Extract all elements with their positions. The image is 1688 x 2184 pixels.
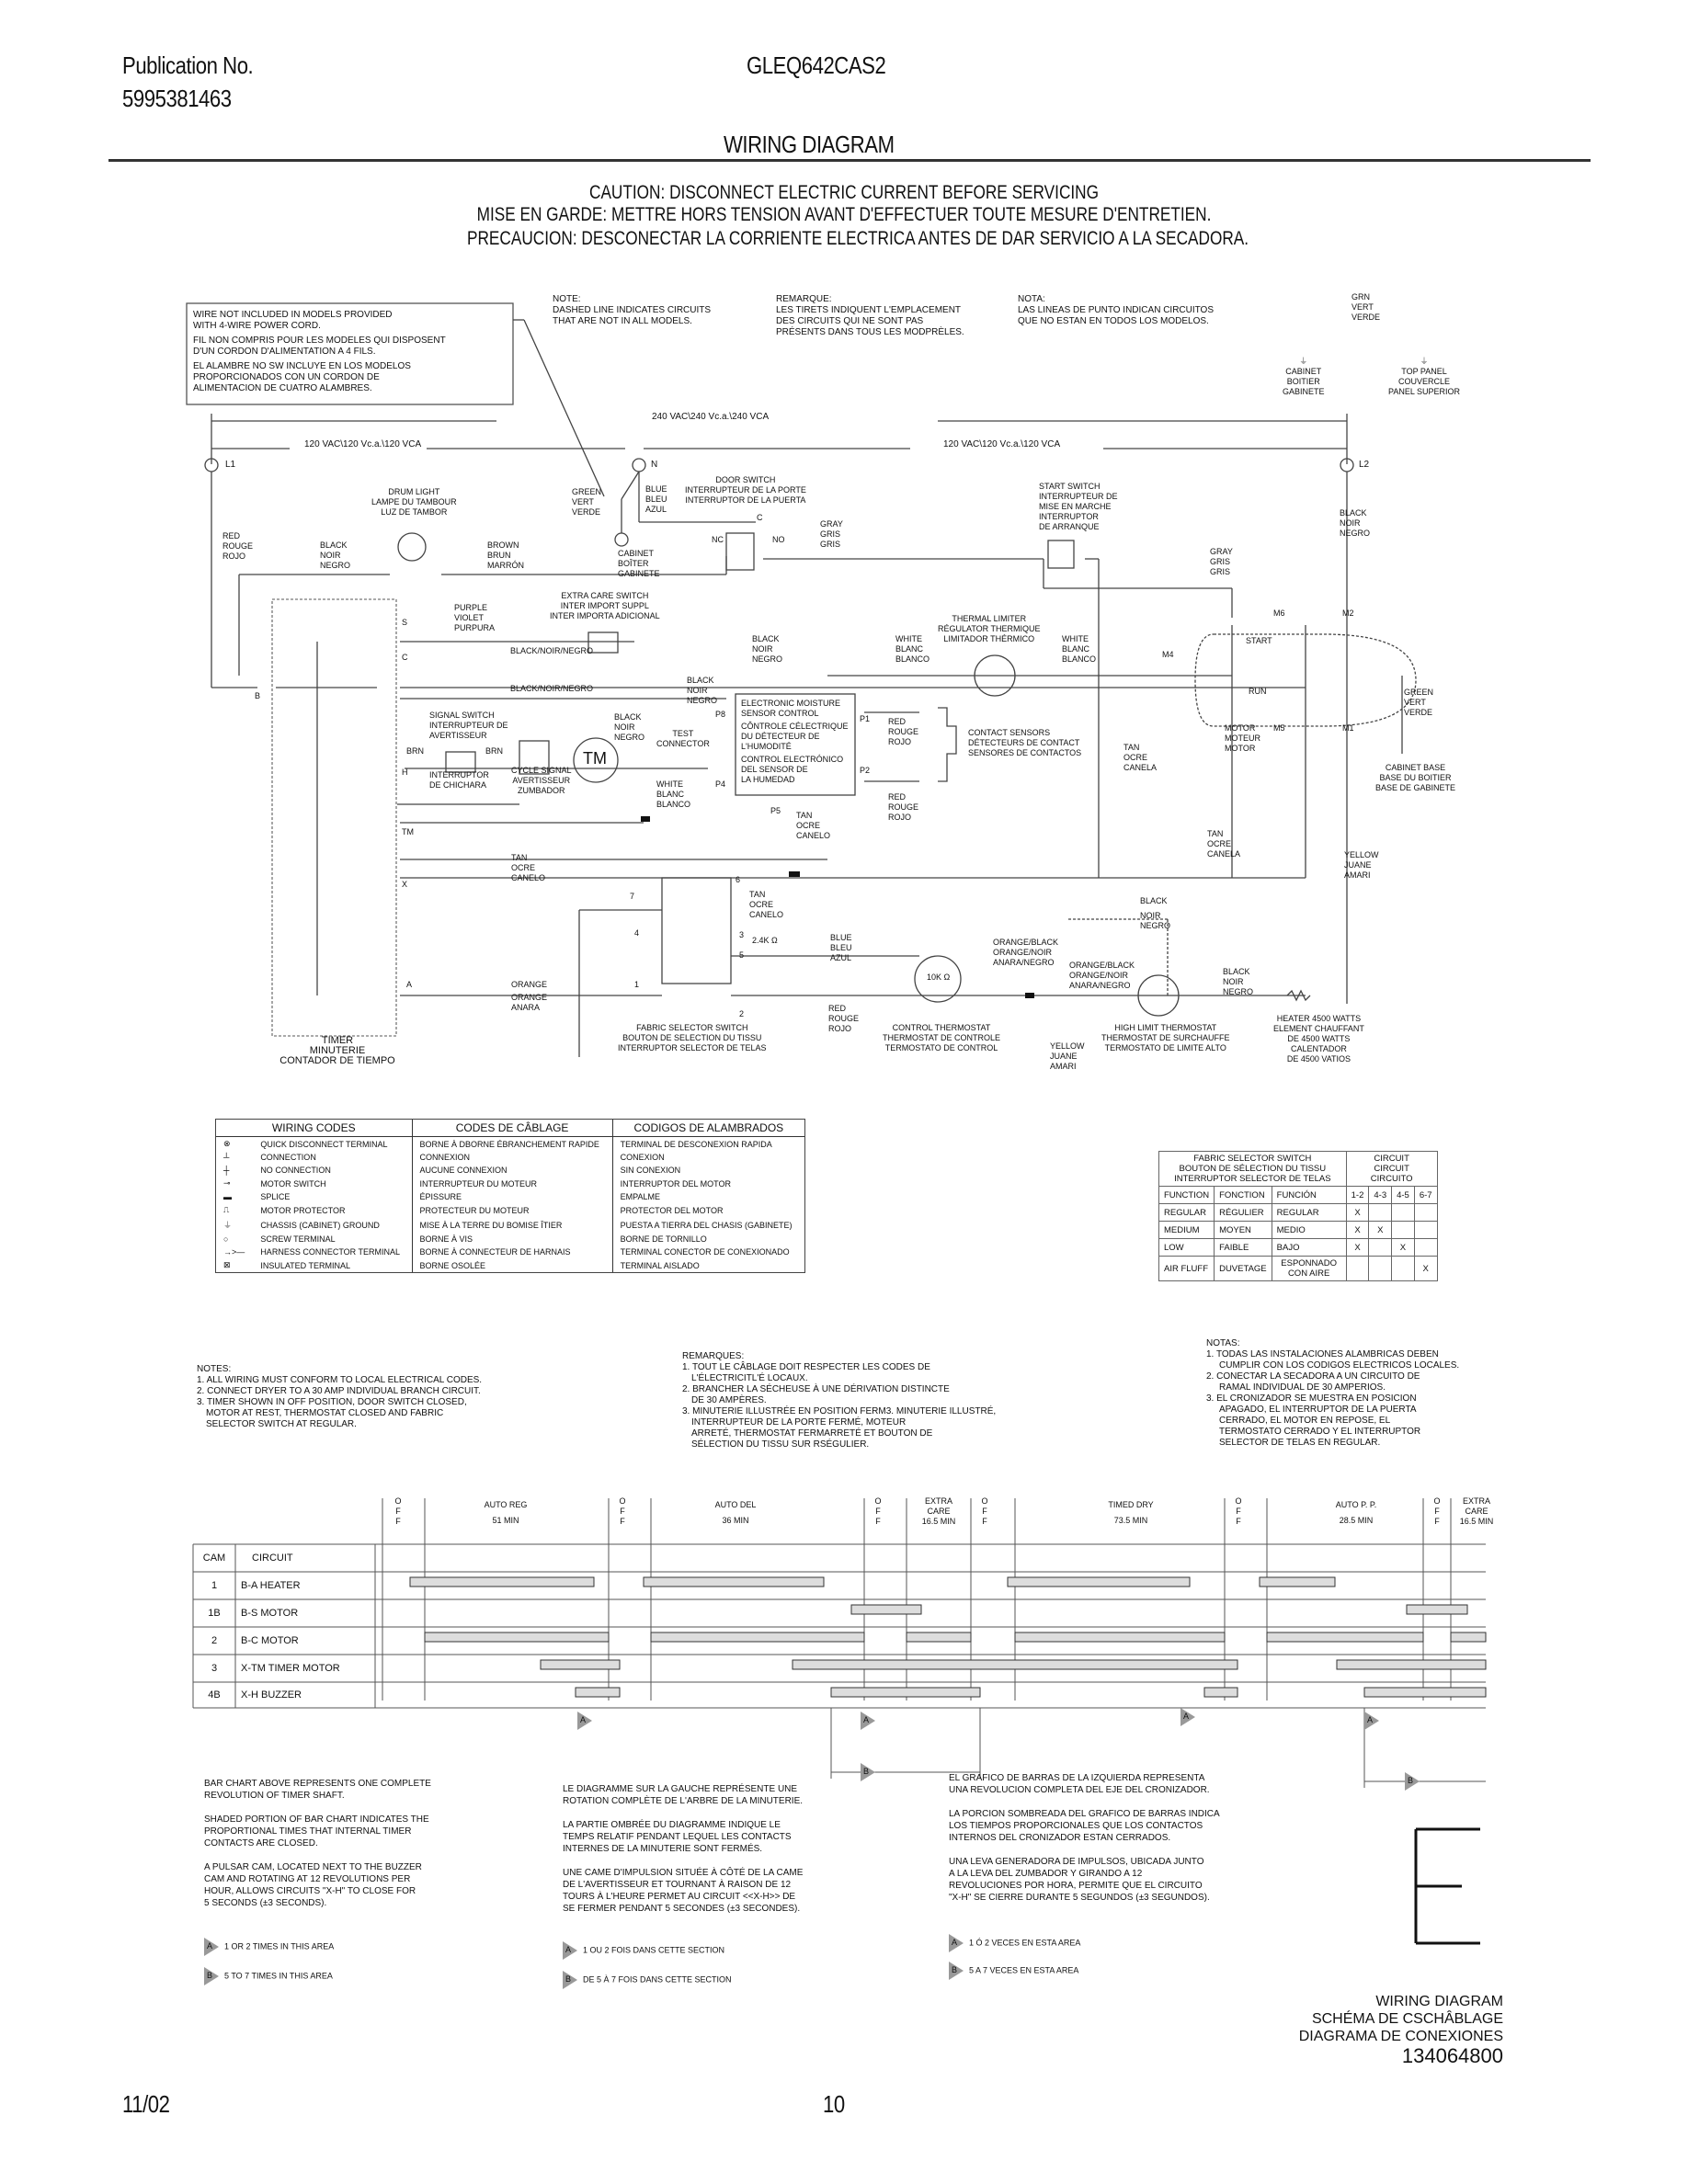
- wiring-code-row: ⏚ CHASSIS (CABINET) GROUND MISE À LA TERRE DU BOMISE ÎTIER PUESTA A TIERRA DEL CHASIS (GABINETE): [216, 1217, 804, 1233]
- high-limit-thermostat-label: HIGH LIMIT THERMOSTAT THERMOSTAT DE SURCHAUFFE TERMOSTATO DE LIMITE ALTO: [1101, 1023, 1230, 1052]
- timer-motor-label: TM: [583, 749, 607, 768]
- terminal-m5: M5: [1273, 723, 1285, 733]
- marker-a-icon: A: [563, 1941, 577, 1960]
- cabinet-gnd-label: CABINET BOÎTER GABINETE: [618, 549, 660, 578]
- terminal-p4: P4: [715, 779, 726, 789]
- marker-a-icon: A: [204, 1938, 219, 1956]
- wiring-code-row: ⊠ INSULATED TERMINAL BORNE OSOLÉE TERMINAL AISLADO: [216, 1258, 804, 1272]
- notes-en: NOTES: 1. ALL WIRING MUST CONFORM TO LOCAL ELECTRICAL CODES. 2. CONNECT DRYER TO A 30 AMP INDIVIDUAL BRANCH CIRCUIT. 3. TIMER SHOWN IN OFF POSITION, DOOR SWITCH CLOSED, MOTOR AT REST, THERMOSTAT CLOSED AND FABRIC SELECTOR SWITCH AT REGULAR.: [197, 1364, 483, 1429]
- legend-a-fr: A 1 OU 2 FOIS DANS CETTE SECTION: [563, 1941, 724, 1960]
- terminal-p8: P8: [715, 710, 726, 719]
- insulated-terminal-icon: ⊠: [223, 1260, 231, 1269]
- marker-a-icon: A: [577, 1712, 598, 1730]
- wire-brn-1: BRN: [406, 746, 425, 756]
- fs-terminal-1: 1: [634, 980, 640, 989]
- fabric-row: REGULAR RÉGULIER REGULAR X: [1159, 1204, 1438, 1222]
- caution-en: CAUTION: DISCONNECT ELECTRIC CURRENT BEFORE SERVICING: [589, 182, 1099, 203]
- legend-a-en: A 1 OR 2 TIMES IN THIS AREA: [204, 1938, 334, 1956]
- no-connection-icon: ┼: [223, 1166, 230, 1175]
- voltage-240: 240 VAC\240 Vc.a.\240 VCA: [646, 412, 774, 423]
- wire-gray-door: GRAY GRIS GRIS: [820, 519, 843, 549]
- fs-terminal-7: 7: [630, 892, 635, 901]
- segment-extra-care: EXTRA CARE 16.5 MIN: [921, 1496, 956, 1526]
- ground-icon: ⏚: [1420, 357, 1429, 366]
- wire-green-motor: GREEN VERT VERDE: [1404, 688, 1434, 717]
- publication-label: Publication No.: [122, 51, 254, 79]
- wire-tan-fs6: TAN OCRE CANELO: [749, 890, 784, 919]
- wire-black-heater: BLACK NOIR NEGRO: [1223, 967, 1254, 996]
- marker-b-icon: B: [1405, 1772, 1425, 1791]
- fs-terminal-4: 4: [634, 928, 640, 938]
- footer-title-block: WIRING DIAGRAM SCHÉMA DE CSCHÂBLAGE DIAGRAMA DE CONEXIONES 134064800: [1269, 1993, 1503, 2067]
- dashed-note-fr: REMARQUE: LES TIRETS INDIQUENT L'EMPLACEMENT DES CIRCUITS QUI NE SONT PAS PRÉSENTS DANS TOUS LES MODPRÈLES.: [776, 294, 964, 337]
- fs-terminal-6: 6: [736, 875, 741, 884]
- explanation-fr: LE DIAGRAMME SUR LA GAUCHE REPRÉSENTE UNE ROTATION COMPLÈTE DE L'ARBRE DE LA MINUTERIE. LA PARTIE OMBRÉE DU DIAGRAMME INDIQUE LE TEMPS RELATIF PENDANT LEQUEL LES CONTACTS INTERNES DE LA MINUTERIE SONT FERMÉS. UNE CAME D'IMPULSION SITUÉE À CÔTÉ DE LA CAME DE L'AVERTISSEUR ET TOURNANT À RAISON DE 12 TOURS À L'HEURE PERMET AU CIRCUIT <<X-H>> DE SE FERMER PENDANT 5 SECONDES (±3 SECONDES).: [563, 1784, 804, 1914]
- resistor-10k: 10K Ω: [927, 973, 951, 982]
- footer-date: 11/02: [122, 2090, 170, 2118]
- fs-terminal-3: 3: [739, 930, 745, 939]
- ground-ref-cabinet: ⏚ CABINET BOITIER GABINETE: [1283, 357, 1325, 396]
- timer-segments-header: [377, 1496, 1494, 1533]
- explanation-es: EL GRAFICO DE BARRAS DE LA IZQUIERDA REPRESENTA UNA REVOLUCION COMPLETA DEL EJE DEL CRONIZADOR. LA PORCION SOMBREADA DEL GRAFICO DE BARRAS INDICA LOS TIEMPOS PROPORCIONALES QUE LOS CONTACTOS INTERNOS DEL CRONIZADOR ESTAN CERRADOS. UNA LEVA GENERADORA DE IMPULSOS, UBICADA JUNTO A LA LEVA DEL ZUMBADOR Y GIRANDO A 12 REVOLUCIONES POR HORA, PERMITE QUE EL CIRCUITO "X-H" SE CIERRE DURANTE 5 SEGUNDOS (±3 SEGUNDOS).: [949, 1773, 1220, 1903]
- drum-light-label: DRUM LIGHT LAMPE DU TAMBOUR LUZ DE TAMBOR: [371, 487, 457, 517]
- wire-purple: PURPLE VIOLET PURPURA: [454, 603, 496, 632]
- wire-orange-black-1: ORANGE/BLACK ORANGE/NOIR ANARA/NEGRO: [993, 938, 1059, 967]
- part-number: 134064800: [1401, 2044, 1503, 2067]
- segment-auto-reg: AUTO REG 51 MIN: [484, 1500, 528, 1525]
- voltage-120-right: 120 VAC\120 Vc.a.\120 VCA: [938, 439, 1066, 450]
- terminal-p1: P1: [860, 714, 871, 723]
- heater-label: HEATER 4500 WATTS ELEMENT CHAUFFANT DE 4500 WATTS CALENTADOR DE 4500 VATIOS: [1273, 1014, 1364, 1064]
- wiring-code-row: →>— HARNESS CONNECTOR TERMINAL BORNE À CONNECTEUR DE HARNAIS TERMINAL CONECTOR DE CONEXIONADO: [216, 1246, 804, 1258]
- chassis-ground-icon: ⏚: [223, 1221, 233, 1230]
- ground-ref-wire: GRN VERT VERDE: [1352, 292, 1381, 322]
- wiring-code-row: ⎍ MOTOR PROTECTOR PROTECTEUR DU MOTEUR PROTECTOR DEL MOTOR: [216, 1203, 804, 1217]
- marker-a-icon: A: [949, 1934, 964, 1952]
- cam-row: 1 B-A HEATER: [211, 1580, 301, 1591]
- cam-row: 1B B-S MOTOR: [208, 1608, 299, 1619]
- wire-white-test: WHITE BLANC BLANCO: [656, 779, 691, 809]
- wire-orange-a: ORANGE ORANGE ANARA: [511, 980, 548, 1012]
- wiring-code-row: ┼ NO CONNECTION AUCUNE CONNEXION SIN CONEXION: [216, 1164, 804, 1177]
- control-thermostat-label: CONTROL THERMOSTAT THERMOSTAT DE CONTROLE TERMOSTATO DE CONTROL: [883, 1023, 1001, 1052]
- wire-white-tl-left: WHITE BLANC BLANCO: [895, 634, 930, 664]
- dashed-note-es: NOTA: LAS LINEAS DE PUNTO INDICAN CIRCUITOS QUE NO ESTAN EN TODOS LOS MODELOS.: [1018, 294, 1215, 326]
- wiring-code-row: ┴ CONNECTION CONNEXION CONEXION: [216, 1151, 804, 1164]
- caution-fr: MISE EN GARDE: METTRE HORS TENSION AVANT D'EFFECTUER TOUTE MESURE D'ENTRETIEN.: [476, 204, 1212, 225]
- terminal-l1: L1: [225, 460, 236, 470]
- legend-b-fr: B DE 5 À 7 FOIS DANS CETTE SECTION: [563, 1971, 732, 1989]
- wire-black-moisture: BLACK NOIR NEGRO: [752, 634, 783, 664]
- quick-disconnect-icon: ⊗: [223, 1139, 231, 1148]
- explanation-en: BAR CHART ABOVE REPRESENTS ONE COMPLETE REVOLUTION OF TIMER SHAFT. SHADED PORTION OF BAR CHART INDICATES THE PROPORTIONAL TIMES THAT INTERNAL TIMER CONTACTS ARE CLOSED. A PULSAR CAM, LOCATED NEXT TO THE BUZZER CAM AND ROTATING AT 12 REVOLUTIONS PER HOUR, ALLOWS CIRCUITS "X-H" TO CLOSE FOR 5 SECONDS (±3 SECONDS).: [204, 1779, 431, 1908]
- wire-yellow-l2: YELLOW JUANE AMARI: [1344, 850, 1379, 880]
- terminal-m6: M6: [1273, 609, 1285, 618]
- wiring-codes-header-en: WIRING CODES: [216, 1120, 412, 1137]
- wire-note-box: WIRE NOT INCLUDED IN MODELS PROVIDED WITH 4-WIRE POWER CORD. FIL NON COMPRIS POUR LES MODELES QUI DISPOSENT D'UN CORDON D'ALIMENTATION A 4 FILS. EL ALAMBRE NO SW INCLUYE EN LOS MODELOS PROPORCIONADOS CON UN CORDON DE ALIMENTACION DE CUATRO ALAMBRES.: [193, 310, 446, 393]
- voltage-120-left: 120 VAC\120 Vc.a.\120 VCA: [299, 439, 427, 450]
- marker-b-icon: B: [204, 1967, 219, 1985]
- ground-icon: ⏚: [1299, 357, 1308, 366]
- door-switch-no: NO: [772, 535, 785, 544]
- motor-switch-icon: ⊸: [223, 1178, 231, 1188]
- marker-b-icon: B: [949, 1962, 964, 1980]
- cabinet-base-label: CABINET BASE BASE DU BOITIER BASE DE GABINETE: [1375, 763, 1456, 792]
- terminal-a: A: [406, 980, 413, 989]
- wire-blue-n: BLUE BLEU AZUL: [645, 484, 667, 514]
- terminal-tm: TM: [402, 827, 414, 836]
- screw-terminal-icon: ○: [223, 1234, 229, 1244]
- segment-off: O F F: [1235, 1496, 1242, 1526]
- marker-a-icon: A: [1180, 1708, 1201, 1726]
- terminal-x: X: [402, 880, 408, 889]
- segment-off: O F F: [981, 1496, 988, 1526]
- fabric-row: LOW FAIBLE BAJO X X: [1159, 1239, 1438, 1257]
- caution-es: PRECAUCION: DESCONECTAR LA CORRIENTE ELECTRICA ANTES DE DAR SERVICIO A LA SECADORA.: [467, 228, 1249, 249]
- wire-blue-ct: BLUE BLEU AZUL: [830, 933, 852, 962]
- harness-connector-icon: →>—: [223, 1247, 245, 1257]
- segment-extra-care-2: EXTRA CARE 16.5 MIN: [1459, 1496, 1494, 1526]
- fabric-selector-table: FABRIC SELECTOR SWITCH BOUTON DE SÉLECTION DU TISSU INTERRUPTOR SELECTOR DE TELAS CIRCUIT CIRCUIT CIRCUITO FUNCTION FONCTION FUNCIÓN 1-2 4-3 4-5 6-7 REGULAR RÉGULIER REGULAR X MEDIUM MOYEN MEDIO X X LOW FAIBLE BAJO X X AIR FLUFF DUVETAGE ESPONNADO CON AIRE X: [1158, 1151, 1438, 1281]
- motor-run-label: RUN: [1249, 687, 1267, 696]
- door-switch-nc: NC: [712, 535, 724, 544]
- terminal-m2: M2: [1342, 609, 1354, 618]
- terminal-s: S: [402, 618, 408, 627]
- circuit-title: CIRCUIT CIRCUIT CIRCUITO: [1346, 1152, 1437, 1187]
- connection-icon: ┴: [223, 1153, 230, 1162]
- wire-black-tm: BLACK NOIR NEGRO: [614, 712, 645, 742]
- fs-terminal-2: 2: [739, 1009, 745, 1018]
- wire-black-l2: BLACK NOIR NEGRO: [1340, 508, 1371, 538]
- legend-a-es: A 1 Ó 2 VECES EN ESTA AREA: [949, 1934, 1080, 1952]
- wire-black-combo-1: BLACK/NOIR/NEGRO: [510, 646, 594, 655]
- dashed-note-en: NOTE: DASHED LINE INDICATES CIRCUITS THAT ARE NOT IN ALL MODELS.: [553, 294, 712, 326]
- segment-timed-dry: TIMED DRY 73.5 MIN: [1108, 1500, 1154, 1525]
- wiring-code-row: ▬ SPLICE ÉPISSURE EMPALME: [216, 1190, 804, 1203]
- segment-off: O F F: [1433, 1496, 1441, 1526]
- wire-black-dashed: BLACK NOIR NEGRO: [1140, 896, 1171, 930]
- segment-auto-pp: AUTO P. P. 28.5 MIN: [1335, 1500, 1377, 1525]
- wire-tan-x: TAN OCRE CANELO: [511, 853, 546, 882]
- page-title: WIRING DIAGRAM: [724, 131, 895, 158]
- door-switch-label: DOOR SWITCH INTERRUPTEUR DE LA PORTE INTERRUPTOR DE LA PUERTA: [685, 475, 806, 505]
- wire-black-drum: BLACK NOIR NEGRO: [320, 540, 351, 570]
- cam-row: 2 B-C MOTOR: [211, 1635, 299, 1646]
- fabric-row: MEDIUM MOYEN MEDIO X X: [1159, 1222, 1438, 1239]
- legend-b-en: B 5 TO 7 TIMES IN THIS AREA: [204, 1967, 333, 1985]
- wiring-codes-header-fr: CODES DE CÂBLAGE: [412, 1120, 612, 1137]
- start-switch-label: START SWITCH INTERRUPTEUR DE MISE EN MARCHE INTERRUPTOR DE ARRANQUE: [1039, 482, 1118, 531]
- ground-ref-top-panel: ⏚ TOP PANEL COUVERCLE PANEL SUPERIOR: [1388, 357, 1461, 396]
- terminal-p5: P5: [770, 806, 781, 815]
- page-number: 10: [823, 2090, 845, 2118]
- wire-black-combo-2: BLACK/NOIR/NEGRO: [510, 684, 594, 693]
- wire-brn-2: BRN: [485, 746, 504, 756]
- terminal-m4: M4: [1162, 650, 1174, 659]
- wiring-code-row: ⊗ QUICK DISCONNECT TERMINAL BORNE À DBORNE ÉBRANCHEMENT RAPIDE TERMINAL DE DESCONEXION RAPIDA: [216, 1137, 804, 1152]
- segment-off: O F F: [874, 1496, 882, 1526]
- marker-a-icon: A: [1364, 1712, 1385, 1730]
- terminal-p2: P2: [860, 766, 871, 775]
- motor-start-label: START: [1246, 636, 1272, 645]
- wire-red-p2: RED ROUGE ROJO: [888, 792, 919, 822]
- wire-brown-drum: BROWN BRUN MARRÓN: [487, 540, 524, 570]
- marker-a-icon: A: [861, 1712, 881, 1730]
- fabric-table-title: FABRIC SELECTOR SWITCH BOUTON DE SÉLECTION DU TISSU INTERRUPTOR SELECTOR DE TELAS: [1159, 1152, 1347, 1187]
- legend-b-es: B 5 A 7 VECES EN ESTA AREA: [949, 1962, 1078, 1980]
- fabric-row: AIR FLUFF DUVETAGE ESPONNADO CON AIRE X: [1159, 1257, 1438, 1281]
- motor-label: MOTOR MOTEUR MOTOR: [1225, 723, 1260, 753]
- wire-orange-black-2: ORANGE/BLACK ORANGE/NOIR ANARA/NEGRO: [1069, 961, 1135, 990]
- terminal-h: H: [402, 768, 408, 777]
- signal-switch-label: SIGNAL SWITCH INTERRUPTEUR DE AVERTISSEUR: [429, 711, 508, 740]
- thermal-limiter-label: THERMAL LIMITER RÉGULATOR THERMIQUE LIMITADOR THÉRMICO: [938, 614, 1041, 643]
- wire-gray-start: GRAY GRIS GRIS: [1210, 547, 1233, 576]
- terminal-n: N: [651, 460, 658, 470]
- wire-red-p1: RED ROUGE ROJO: [888, 717, 919, 746]
- fs-terminal-5: 5: [739, 950, 745, 960]
- test-connector-label: TEST CONNECTOR: [656, 729, 710, 748]
- terminal-m1: M1: [1342, 723, 1354, 733]
- marker-b-icon: B: [861, 1763, 881, 1781]
- door-switch-c: C: [757, 513, 763, 522]
- wiring-code-row: ○ SCREW TERMINAL BORNE À VIS BORNE DE TORNILLO: [216, 1233, 804, 1246]
- fabric-selector-label: FABRIC SELECTOR SWITCH BOUTON DE SELECTION DU TISSU INTERRUPTOR SELECTOR DE TELAS: [618, 1023, 767, 1052]
- cam-row: 3 X-TM TIMER MOTOR: [211, 1663, 340, 1674]
- contact-sensors-label: CONTACT SENSORS DÉTECTEURS DE CONTACT SENSORES DE CONTACTOS: [968, 728, 1082, 757]
- timer-label: TIMER MINUTERIE CONTADOR DE TIEMPO: [279, 1035, 395, 1066]
- segment-off: O F F: [619, 1496, 626, 1526]
- terminal-c: C: [402, 653, 408, 662]
- motor-protector-icon: ⎍: [223, 1205, 230, 1214]
- splice-icon: ▬: [223, 1192, 232, 1201]
- wire-tan-p5: TAN OCRE CANELO: [796, 811, 831, 840]
- moisture-sensor-label: ELECTRONIC MOISTURE SENSOR CONTROL CÔNTROLE CÉLECTRIQUE DU DÉTECTEUR DE L'HUMODITÉ CONTROL ELECTRÓNICO DEL SENSOR DE LA HUMEDAD: [741, 699, 849, 784]
- wire-yellow-bottom: YELLOW JUANE AMARI: [1050, 1041, 1085, 1071]
- resistor-2-4k: 2.4K Ω: [752, 936, 778, 945]
- wire-red-ct: RED ROUGE ROJO: [828, 1004, 860, 1033]
- wiring-codes-header-es: CODIGOS DE ALAMBRADOS: [612, 1120, 804, 1137]
- wire-white-tl-right: WHITE BLANC BLANCO: [1062, 634, 1097, 664]
- wire-tan-motor: TAN OCRE CANELA: [1123, 743, 1158, 772]
- wire-green-n: GREEN VERT VERDE: [572, 487, 602, 517]
- terminal-l2: L2: [1359, 460, 1370, 470]
- cycle-signal-label: CYCLE SIGNAL AVERTISSEUR ZUMBADOR: [511, 766, 572, 795]
- notes-fr: REMARQUES: 1. TOUT LE CÂBLAGE DOIT RESPECTER LES CODES DE L'ÉLECTRICITL'É LOCAUX. 2. BRANCHER LA SÉCHEUSE À UNE DÉRIVATION DISTINCTE DE 30 AMPÈRES. 3. MINUTERIE ILLUSTRÉE EN POSITION FERM3. MINUTERIE ILLUSTRÉ, INTERRUPTEUR DE LA PORTE FERMÉ, MOTEUR ARRETÉ, THERMOSTAT FERMARRETÉ ET BOUTON DE SÉLECTION DU TISSU SUR RSÉGULIER.: [682, 1351, 997, 1450]
- segment-auto-del: AUTO DEL 36 MIN: [714, 1500, 757, 1525]
- model-number: GLEQ642CAS2: [747, 51, 886, 79]
- signal-switch-label-es: INTERRUPTOR DE CHICHARA: [429, 770, 489, 790]
- wire-black-p8: BLACK NOIR NEGRO: [687, 676, 718, 705]
- segment-off: O F F: [394, 1496, 402, 1526]
- terminal-b: B: [255, 691, 261, 700]
- marker-b-icon: B: [563, 1971, 577, 1989]
- wire-red-l1: RED ROUGE ROJO: [222, 531, 254, 561]
- wiring-code-row: ⊸ MOTOR SWITCH INTERRUPTEUR DU MOTEUR INTERRUPTOR DEL MOTOR: [216, 1177, 804, 1190]
- extra-care-switch-label: EXTRA CARE SWITCH INTER IMPORT SUPPL INTER IMPORTA ADICIONAL: [550, 591, 660, 620]
- publication-number: 5995381463: [122, 85, 232, 112]
- timer-cam-table: CAM CIRCUIT 1 B-A HEATER 1B B-S MOTOR 2 B-C MOTOR 3 X-TM TIMER MOTOR 4B X-H BUZZER: [193, 1544, 375, 1708]
- notes-es: NOTAS: 1. TODAS LAS INSTALACIONES ALAMBRICAS DEBEN CUMPLIR CON LOS CODIGOS ELECTRICOS LOCALES. 2. CONECTAR LA SECADORA A UN CIRCUITO DE RAMAL INDIVIDUAL DE 30 AMPERIOS. 3. EL CRONIZADOR SE MUESTRA EN POSICION APAGADO, EL INTERRUPTOR DE LA PUERTA CERRADO, EL MOTOR EN REPOSE, EL TERMOSTATO CERRADO Y EL INTERRUPTOR SELECTOR DE TELAS EN REGULAR.: [1206, 1338, 1460, 1448]
- wire-tan-right: TAN OCRE CANELA: [1207, 829, 1241, 859]
- cam-row: 4B X-H BUZZER: [208, 1689, 302, 1701]
